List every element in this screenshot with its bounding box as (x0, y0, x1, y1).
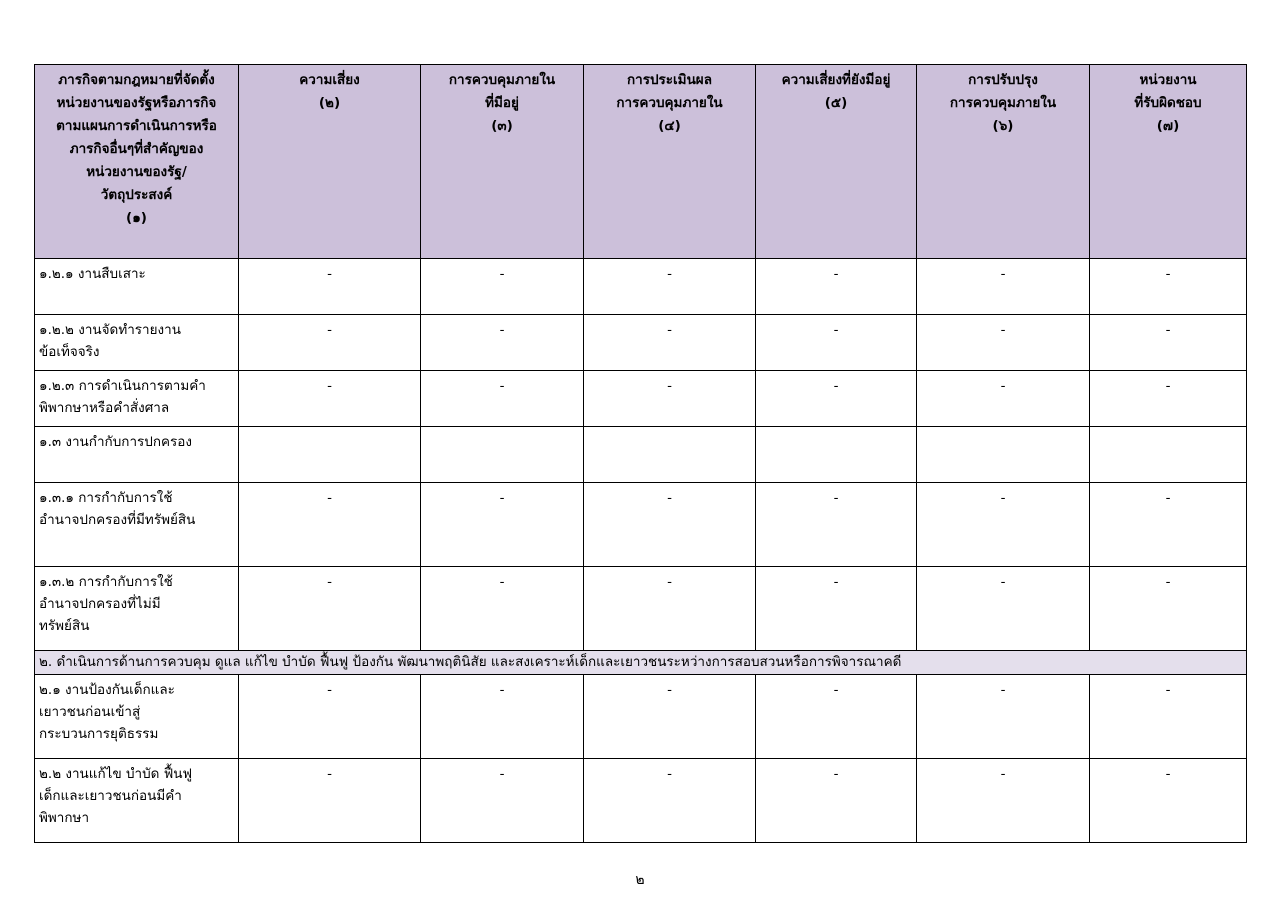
table-cell: - (917, 675, 1090, 759)
header-line: ที่รับผิดชอบ (1134, 95, 1202, 111)
label-line: พิพากษาหรือคำสั่งศาล (39, 400, 170, 416)
label-line: ๑.๒.๒ งานจัดทำรายงาน (39, 322, 181, 338)
table-cell: - (239, 567, 421, 651)
header-line: ความเสี่ยง (299, 72, 360, 88)
table-cell: - (917, 315, 1090, 371)
table-cell: - (421, 259, 584, 315)
section-row (35, 651, 1247, 675)
header-control-evaluation (584, 65, 756, 259)
table-cell (584, 427, 756, 483)
header-line: การควบคุมภายใน (616, 95, 723, 111)
label-line: พิพากษา (39, 810, 90, 826)
header-line: (๓) (491, 118, 513, 134)
row-label (35, 427, 239, 483)
table-cell: - (239, 675, 421, 759)
table-cell: - (1090, 483, 1247, 567)
label-line: กระบวนการยุติธรรม (39, 726, 159, 742)
table-cell: - (239, 483, 421, 567)
header-line: ที่มีอยู่ (485, 95, 519, 111)
label-line: อำนาจปกครองที่มีทรัพย์สิน (39, 512, 196, 528)
header-existing-control (421, 65, 584, 259)
table-cell (917, 427, 1090, 483)
header-remaining-risk (756, 65, 917, 259)
row-label (35, 483, 239, 567)
table-row (35, 371, 1247, 427)
table-cell: - (584, 567, 756, 651)
row-label (35, 259, 239, 315)
header-line: (๒) (318, 95, 341, 111)
table-cell: - (756, 483, 917, 567)
label-line: ทรัพย์สิน (39, 618, 90, 634)
label-line: อำนาจปกครองที่ไม่มี (39, 596, 161, 612)
table-cell: - (584, 759, 756, 843)
table-cell: - (756, 259, 917, 315)
row-label (35, 567, 239, 651)
table-cell: - (584, 259, 756, 315)
table-cell: - (917, 371, 1090, 427)
header-responsible-unit (1090, 65, 1247, 259)
table-row (35, 427, 1247, 483)
label-line: ๒.๑ งานป้องกันเด็กและ (39, 682, 175, 698)
table-cell: - (917, 259, 1090, 315)
header-line: (๗) (1156, 118, 1180, 134)
table-cell: - (421, 483, 584, 567)
label-line: เยาวชนก่อนเข้าสู่ (39, 704, 141, 720)
header-line: การควบคุมภายใน (949, 95, 1057, 111)
header-line: หน่วยงานของรัฐ/ (86, 164, 187, 180)
header-risk (239, 65, 421, 259)
header-mission (35, 65, 239, 259)
header-line: (๔) (658, 118, 681, 134)
table-cell: - (239, 259, 421, 315)
table-cell: - (1090, 259, 1247, 315)
table-cell: - (421, 567, 584, 651)
table-cell: - (584, 315, 756, 371)
label-line: ๑.๒.๑ งานสืบเสาะ (39, 266, 146, 282)
header-line: หน่วยงาน (1139, 72, 1197, 88)
header-line: ตามแผนการดำเนินการหรือ (56, 118, 217, 134)
header-line: หน่วยงานของรัฐหรือภารกิจ (56, 95, 217, 111)
table-row (35, 675, 1247, 759)
table-cell: - (421, 315, 584, 371)
table-row (35, 259, 1247, 315)
row-label (35, 759, 239, 843)
row-label (35, 675, 239, 759)
table-cell: - (756, 567, 917, 651)
header-line: (๕) (824, 95, 848, 111)
table-cell (239, 427, 421, 483)
table-cell: - (756, 675, 917, 759)
row-label (35, 315, 239, 371)
table-cell: - (421, 675, 584, 759)
section-heading: ๒. ดำเนินการด้านการควบคุม ดูแล แก้ไข บำบัด ฟื้นฟู ป้องกัน พัฒนาพฤตินิสัย และสงเคราะห์เด็กและเยาวชนระหว่างการสอบสวนหรือการพิจารณาคดี (35, 651, 1247, 675)
table-cell: - (239, 371, 421, 427)
table-cell: - (756, 315, 917, 371)
table-cell: - (1090, 675, 1247, 759)
table-cell: - (584, 483, 756, 567)
table-cell: - (421, 371, 584, 427)
header-line: การควบคุมภายใน (448, 72, 556, 88)
label-line: เด็กและเยาวชนก่อนมีคำ (39, 788, 182, 804)
label-line: ๑.๓.๑ การกำกับการใช้ (39, 490, 173, 506)
table-cell: - (917, 483, 1090, 567)
table-row (35, 315, 1247, 371)
table-cell: - (239, 759, 421, 843)
page-number: ๒ (635, 872, 645, 888)
table-cell: - (756, 371, 917, 427)
table-cell: - (584, 675, 756, 759)
table-row (35, 483, 1247, 567)
header-control-improvement (917, 65, 1090, 259)
table-cell: - (1090, 759, 1247, 843)
label-line: ๑.๒.๓ การดำเนินการตามคำ (39, 378, 206, 394)
header-line: ภารกิจอื่นๆที่สำคัญของ (69, 141, 204, 157)
header-line: การประเมินผล (626, 72, 712, 88)
table-cell: - (1090, 371, 1247, 427)
table-cell: - (239, 315, 421, 371)
table-cell: - (1090, 315, 1247, 371)
label-line: ข้อเท็จจริง (39, 344, 100, 360)
table-cell (1090, 427, 1247, 483)
header-line: (๑) (126, 210, 147, 226)
table-cell (756, 427, 917, 483)
header-line: การปรับปรุง (968, 72, 1038, 88)
label-line: ๑.๓ งานกำกับการปกครอง (39, 434, 193, 450)
table-cell: - (584, 371, 756, 427)
header-line: (๖) (992, 118, 1014, 134)
row-label (35, 371, 239, 427)
header-line: ความเสี่ยงที่ยังมีอยู่ (781, 72, 891, 88)
label-line: ๑.๓.๒ การกำกับการใช้ (39, 574, 173, 590)
table-cell: - (917, 759, 1090, 843)
table-row (35, 759, 1247, 843)
header-line: ภารกิจตามกฎหมายที่จัดตั้ง (58, 72, 215, 88)
label-line: ๒.๒ งานแก้ไข บำบัด ฟื้นฟู (39, 766, 193, 782)
table-cell: - (421, 759, 584, 843)
table-row (35, 567, 1247, 651)
header-line: วัตถุประสงค์ (100, 187, 173, 203)
risk-assessment-table (34, 64, 1247, 843)
table-cell (421, 427, 584, 483)
table-cell: - (1090, 567, 1247, 651)
table-cell: - (756, 759, 917, 843)
table-cell: - (917, 567, 1090, 651)
table-header-row (35, 65, 1247, 259)
